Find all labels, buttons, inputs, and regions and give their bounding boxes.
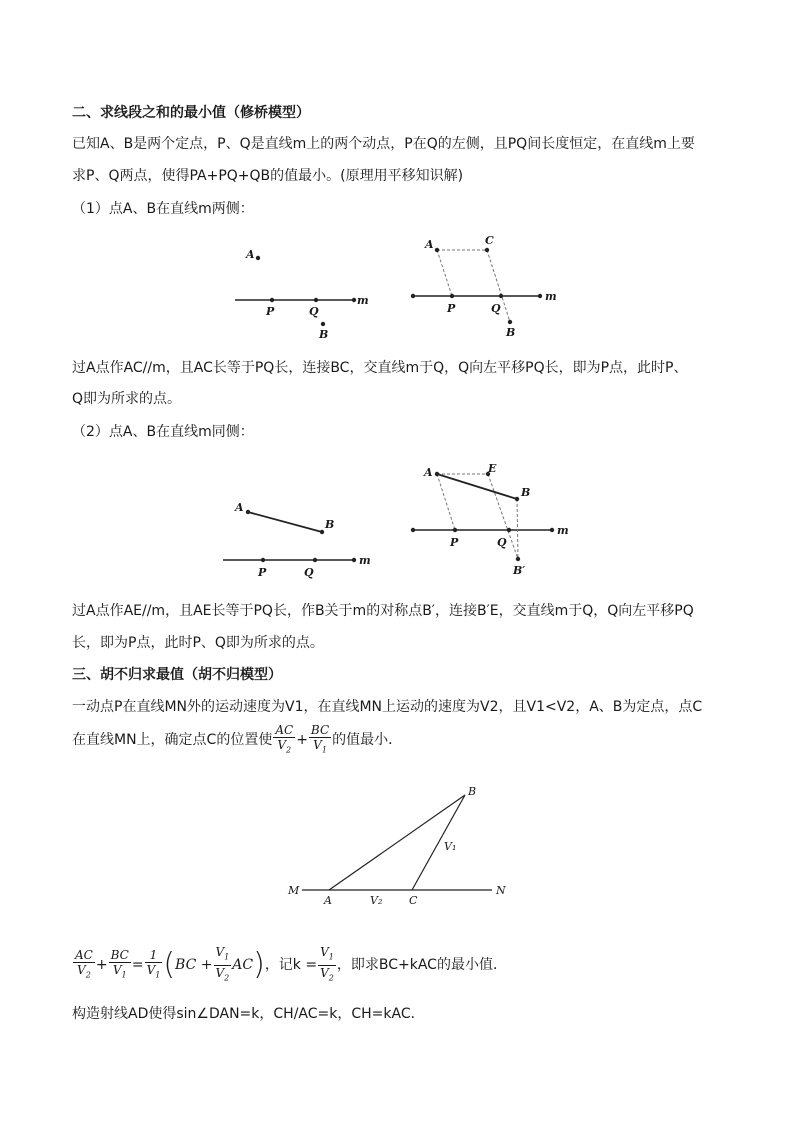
case1-title: （1）点A、B在直线m两侧： — [72, 201, 254, 217]
label-P: P — [447, 302, 456, 315]
label-A: A — [246, 248, 255, 261]
intro-line2-post: 的值最小． — [332, 732, 403, 748]
label-C: C — [409, 894, 418, 907]
label-B: B — [521, 486, 531, 499]
label-A: A — [425, 238, 434, 251]
label-Q: Q — [491, 302, 501, 315]
fraction-AC-over-V2: $\frac{AC}{V_2}$ — [275, 722, 294, 755]
label-B: B — [468, 785, 477, 798]
label-P: P — [450, 536, 459, 549]
case2-expl-line1: 过A点作AE//m，且AE长等于PQ长，作B关于m的对称点B′，连接B′E，交直线m于Q，Q向左平移PQ — [72, 603, 694, 619]
case2-expl-line2: 长，即为P点，此时P、Q即为所求的点。 — [72, 635, 324, 651]
case1-expl-line2: Q即为所求的点。 — [72, 391, 182, 407]
figure-hubugui — [282, 782, 512, 912]
label-P: P — [258, 566, 267, 579]
label-A: A — [235, 501, 244, 514]
fraction-BC-over-V1: $\frac{BC}{V_1}$ — [310, 722, 330, 755]
label-Q: Q — [304, 566, 314, 579]
label-B: B — [506, 326, 516, 339]
section2-heading: 二、求线段之和的最小值（修桥模型） — [72, 105, 310, 121]
case1-expl-line1: 过A点作AC//m，且AC长等于PQ长，连接BC，交直线m于Q，Q向左平移PQ长，即为P点，此时P、 — [72, 360, 688, 376]
label-E: E — [488, 462, 497, 475]
label-m: m — [545, 290, 557, 303]
label-m: m — [359, 554, 371, 567]
label-A: A — [324, 894, 332, 907]
formula-line: $\frac{AC}{V_2}$ + $\frac{BC}{V_1}$ = $\frac{1}{V_1}$ (BC + $\frac{V_1}{V_2}$ AC)，记k = $\frac{V_1}{V_2}$ ，即求BC+kAC的最小值． — [75, 945, 507, 982]
label-A: A — [424, 466, 433, 479]
label-B: B — [319, 328, 329, 341]
section3-last-line: 构造射线AD使得sin∠DAN=k，CH/AC=k，CH=kAC． — [72, 1006, 425, 1022]
case2-title: （2）点A、B在直线m同侧： — [72, 424, 254, 440]
label-Q: Q — [309, 305, 319, 318]
section2-intro-line1: 已知A、B是两个定点，P、Q是直线m上的两个动点，P在Q的左侧，且PQ间长度恒定，在直线m上要 — [72, 136, 695, 152]
label-B: B — [325, 518, 335, 531]
intro-line2-pre: 在直线MN上，确定点C的位置使 — [72, 732, 273, 748]
section2-intro-line2: 求P、Q两点，使得PA+PQ+QB的值最小。(原理用平移知识解) — [72, 168, 464, 184]
label-m: m — [557, 524, 569, 537]
figure-case1-left — [230, 240, 380, 345]
label-m: m — [357, 294, 369, 307]
label-V2: V₂ — [370, 894, 383, 907]
label-Q: Q — [497, 536, 507, 549]
label-V1: V₁ — [444, 840, 457, 853]
figure-case2-right — [405, 458, 580, 580]
section3-intro-line1: 一动点P在直线MN外的运动速度为V1，在直线MN上运动的速度为V2，且V1<V2，A、B为定点，点C — [72, 699, 703, 715]
label-P: P — [266, 305, 275, 318]
label-M: M — [288, 884, 300, 897]
section3-heading: 三、胡不归求最值（胡不归模型） — [72, 667, 282, 683]
label-N: N — [496, 884, 506, 897]
figure-case1-right — [405, 232, 565, 342]
section3-intro-line2: 在直线MN上，确定点C的位置使 $\frac{AC}{V_2}$ + $\frac{BC}{V_1}$ 的值最小． — [72, 722, 722, 758]
label-C: C — [485, 234, 494, 247]
figure-case2-left — [218, 495, 378, 585]
label-B-prime: B′ — [513, 564, 526, 577]
